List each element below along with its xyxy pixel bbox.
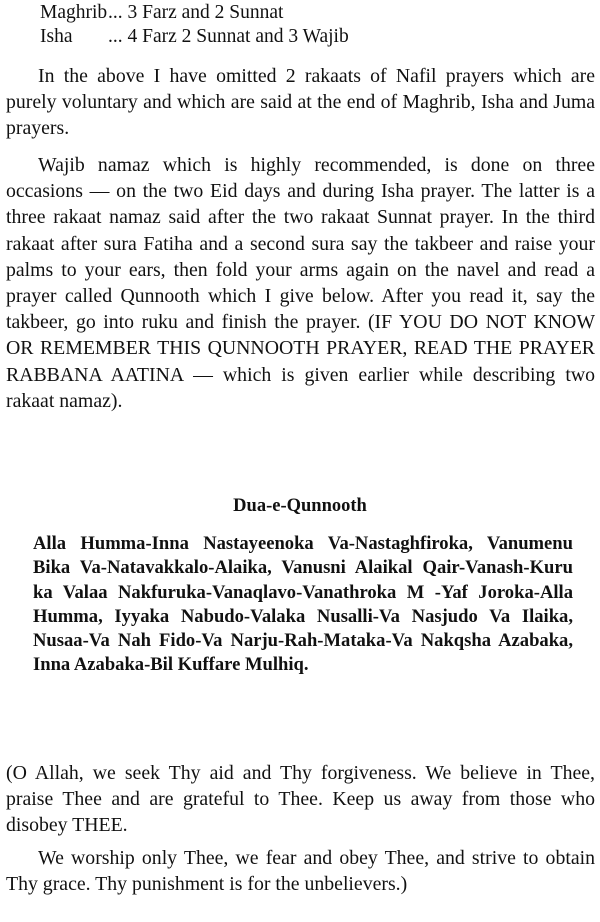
worship-text: We worship only Thee, we fear and obey Thee, and strive to obtain Thy grace. Thy punishment is for the unbelievers.) — [6, 847, 595, 896]
wajib-text: Wajib namaz which is highly recommended, is done on three occasions — on the two Eid days and during Isha prayer. The latter is a three rakaat namaz said after the two rakaat Sunnat prayer. In the third rakaat after sura Fatiha and a second sura say the takbeer and raise your palms to your ears, then fold your arms again on the navel and read a prayer called Qunnooth which I give below. After you read it, say the takbeer, go into ruku and finish the prayer. (IF YOU DO NOT KNOW OR REMEMBER THIS QUNNOOTH PRAYER, READ THE PRAYER RABBANA AATINA — which is given earlier while describing two rakaat namaz). — [6, 154, 595, 412]
prayer-name: Isha — [40, 26, 73, 47]
dua-text: Alla Humma-Inna Nastayeenoka Va-Nastaghfiroka, Vanumenu Bika Va-Natavakkalo-Alaika, Vanusni Alaikal Qair-Vanash-Kuru ka Valaa Nakfuruka-Vanaqlavo-Vanathroka M -Yaf Joroka-Alla Humma, Iyyaka Nabudo-Valaka Nusalli-Va Nasjudo Va Ilaika, Nusaa-Va Nah Fido-Va Narju-Rah-Mataka-Va Nakqsha Azabaka, Inna Azabaka-Bil Kuffare Mulhiq. — [33, 533, 573, 676]
prayer-detail: ... 3 Farz and 2 Sunnat — [108, 2, 284, 23]
worship-paragraph — [6, 845, 595, 897]
nafil-paragraph — [6, 63, 595, 142]
prayer-detail: ... 4 Farz 2 Sunnat and 3 Wajib — [108, 26, 349, 47]
prayer-name: Maghrib — [40, 2, 108, 23]
maghrib-line — [40, 2, 283, 24]
translation-text: (O Allah, we seek Thy aid and Thy forgiveness. We believe in Thee, praise Thee and are grateful to Thee. Keep us away from those who disobey THEE. — [6, 762, 595, 837]
isha-line — [40, 26, 349, 48]
nafil-text: In the above I have omitted 2 rakaats of Nafil prayers which are purely voluntary and which are said at the end of Maghrib, Isha and Juma prayers. — [6, 65, 595, 140]
translation-paragraph — [6, 760, 595, 839]
wajib-paragraph — [6, 152, 595, 414]
dua-heading: Dua-e-Qunnooth — [233, 496, 367, 516]
